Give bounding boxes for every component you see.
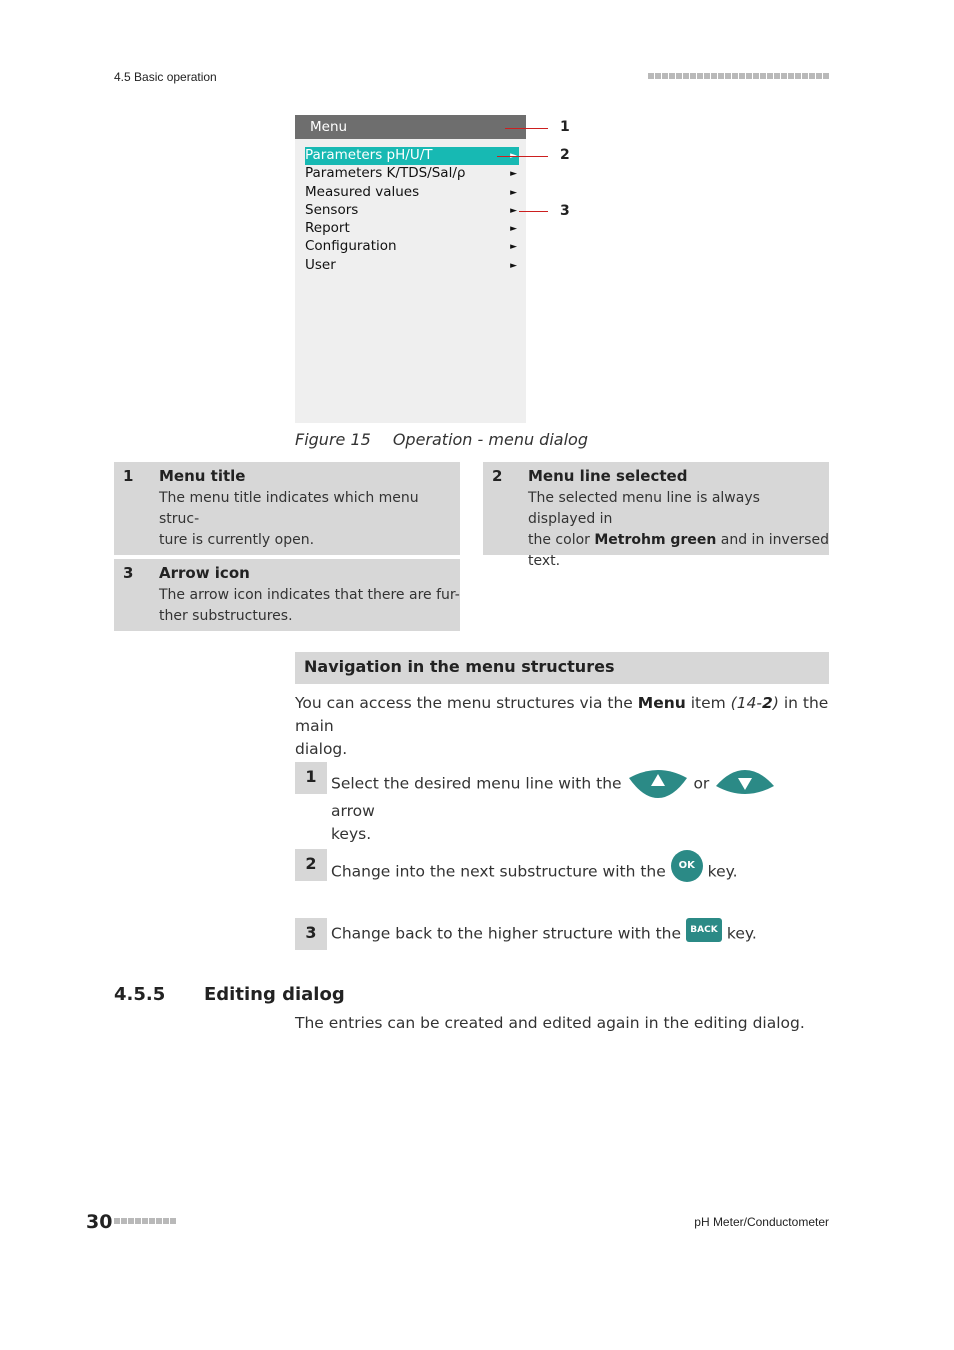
legend-line: ture is currently open. [159,532,315,548]
arrow-down-key-icon [714,768,776,800]
legend-title: Menu title [159,467,246,485]
back-key-icon: BACK [686,918,722,942]
intro-text: in the main [295,694,829,735]
step-text: key. [726,924,757,943]
legend-number: 2 [492,467,503,485]
decoration-square [135,1218,141,1224]
menu-list [305,147,519,275]
menu-item[interactable] [305,220,519,238]
decoration-square [753,73,759,79]
step-text: Change back to the higher structure with the [331,924,682,943]
callout-2: 2 [560,147,570,163]
menu-item-label: Sensors [305,201,359,218]
figure-title: Operation - menu dialog [392,430,588,449]
decoration-square [767,73,773,79]
section-text: The entries can be created and edited again in the editing dialog. [295,1014,805,1032]
footer-decoration [114,1218,176,1224]
decoration-square [655,73,661,79]
navigation-heading-bar [295,652,829,684]
section-title: Editing dialog [204,984,345,1005]
intro-reference [731,694,779,712]
screen-title: Menu [295,115,526,139]
section-number: 4.5.5 [114,984,166,1005]
step-1-text [331,768,821,846]
menu-screen [295,115,526,423]
decoration-square [697,73,703,79]
arrow-right-icon: ► [510,242,517,253]
intro-ref-text: (14- [730,694,763,712]
step-2-text [331,856,821,888]
menu-item[interactable] [305,202,519,220]
arrow-right-icon: ► [510,187,517,198]
menu-item[interactable] [305,238,519,256]
menu-item-label: Measured values [305,183,420,200]
legend-bold-text: Metrohm green [594,532,717,548]
step-text: or [693,774,710,793]
decoration-square [648,73,654,79]
callout-1: 1 [560,119,570,135]
decoration-square [760,73,766,79]
decoration-square [809,73,815,79]
decoration-square [788,73,794,79]
menu-item-label: Parameters K/TDS/Sal/ρ [305,165,466,182]
decoration-square [114,1218,120,1224]
menu-item-label: Configuration [305,238,397,255]
arrow-right-icon: ► [510,169,517,180]
decoration-square [711,73,717,79]
decoration-square [163,1218,169,1224]
decoration-square [149,1218,155,1224]
decoration-square [662,73,668,79]
decoration-square [816,73,822,79]
intro-text: dialog. [295,740,348,758]
footer-product: pH Meter/Conductometer [694,1215,829,1229]
menu-item[interactable] [305,257,519,275]
navigation-intro [295,692,835,761]
callout-line-1 [505,128,548,129]
decoration-square [725,73,731,79]
step-text: arrow [331,802,375,820]
figure-label: Figure 15 [295,430,371,449]
arrow-right-icon: ► [510,260,517,271]
decoration-square [718,73,724,79]
step-number: 2 [295,849,327,881]
legend-item-3 [114,559,460,631]
legend-item-2 [483,462,829,569]
legend-title: Arrow icon [159,564,250,582]
step-text: Select the desired menu line with the [331,774,622,793]
legend-description [159,488,460,551]
decoration-square [823,73,829,79]
decoration-square [802,73,808,79]
intro-text: You can access the menu structures via the [295,694,638,712]
step-text: Change into the next substructure with the [331,862,666,881]
legend-description [159,585,460,627]
intro-ref-bold: 2 [762,694,773,712]
legend-line: The selected menu line is always displayed in [528,490,760,527]
step-number: 3 [295,918,327,950]
header-decoration [648,73,829,79]
menu-item[interactable] [305,184,519,202]
intro-text: item [685,694,731,712]
decoration-square [795,73,801,79]
step-text: key. [707,862,738,881]
decoration-square [732,73,738,79]
section-heading [114,984,345,1005]
decoration-square [676,73,682,79]
running-header-section: 4.5 Basic operation [114,70,217,84]
menu-item[interactable] [305,165,519,183]
legend-title: Menu line selected [528,467,688,485]
legend-line: The menu title indicates which menu struc- [159,490,419,527]
page-number: 30 [86,1211,113,1233]
decoration-square [121,1218,127,1224]
legend-line [528,530,829,551]
decoration-square [142,1218,148,1224]
legend-line: The arrow icon indicates that there are fur- [159,587,460,603]
legend-text: and in inversed [716,532,829,548]
decoration-square [683,73,689,79]
legend-line: ther substructures. [159,608,293,624]
callout-line-3 [519,211,548,212]
decoration-square [170,1218,176,1224]
menu-item-label: Report [305,220,350,237]
decoration-square [774,73,780,79]
legend-item-1 [114,462,460,555]
decoration-square [781,73,787,79]
decoration-square [739,73,745,79]
intro-ref-text: ) [772,694,779,712]
legend-number: 1 [123,467,134,485]
decoration-square [690,73,696,79]
decoration-square [746,73,752,79]
arrow-right-icon: ► [510,205,517,216]
step-number: 1 [295,762,327,794]
callout-line-2 [497,156,548,157]
step-text: keys. [331,825,372,843]
decoration-square [669,73,675,79]
intro-bold: Menu [637,694,686,712]
legend-text: the color [528,532,595,548]
arrow-right-icon: ► [510,224,517,235]
arrow-up-key-icon [627,768,689,800]
decoration-square [156,1218,162,1224]
step-3-text [331,922,821,946]
legend-number: 3 [123,564,134,582]
legend-description [528,488,829,572]
legend-line: text. [528,553,561,569]
decoration-square [128,1218,134,1224]
menu-item-label: User [305,256,336,273]
callout-3: 3 [560,203,570,219]
ok-key-icon: OK [671,850,703,882]
menu-item[interactable] [305,147,519,165]
decoration-square [704,73,710,79]
navigation-heading: Navigation in the menu structures [304,657,615,676]
figure-caption [295,430,588,449]
menu-item-label: Parameters pH/U/T [305,147,433,163]
